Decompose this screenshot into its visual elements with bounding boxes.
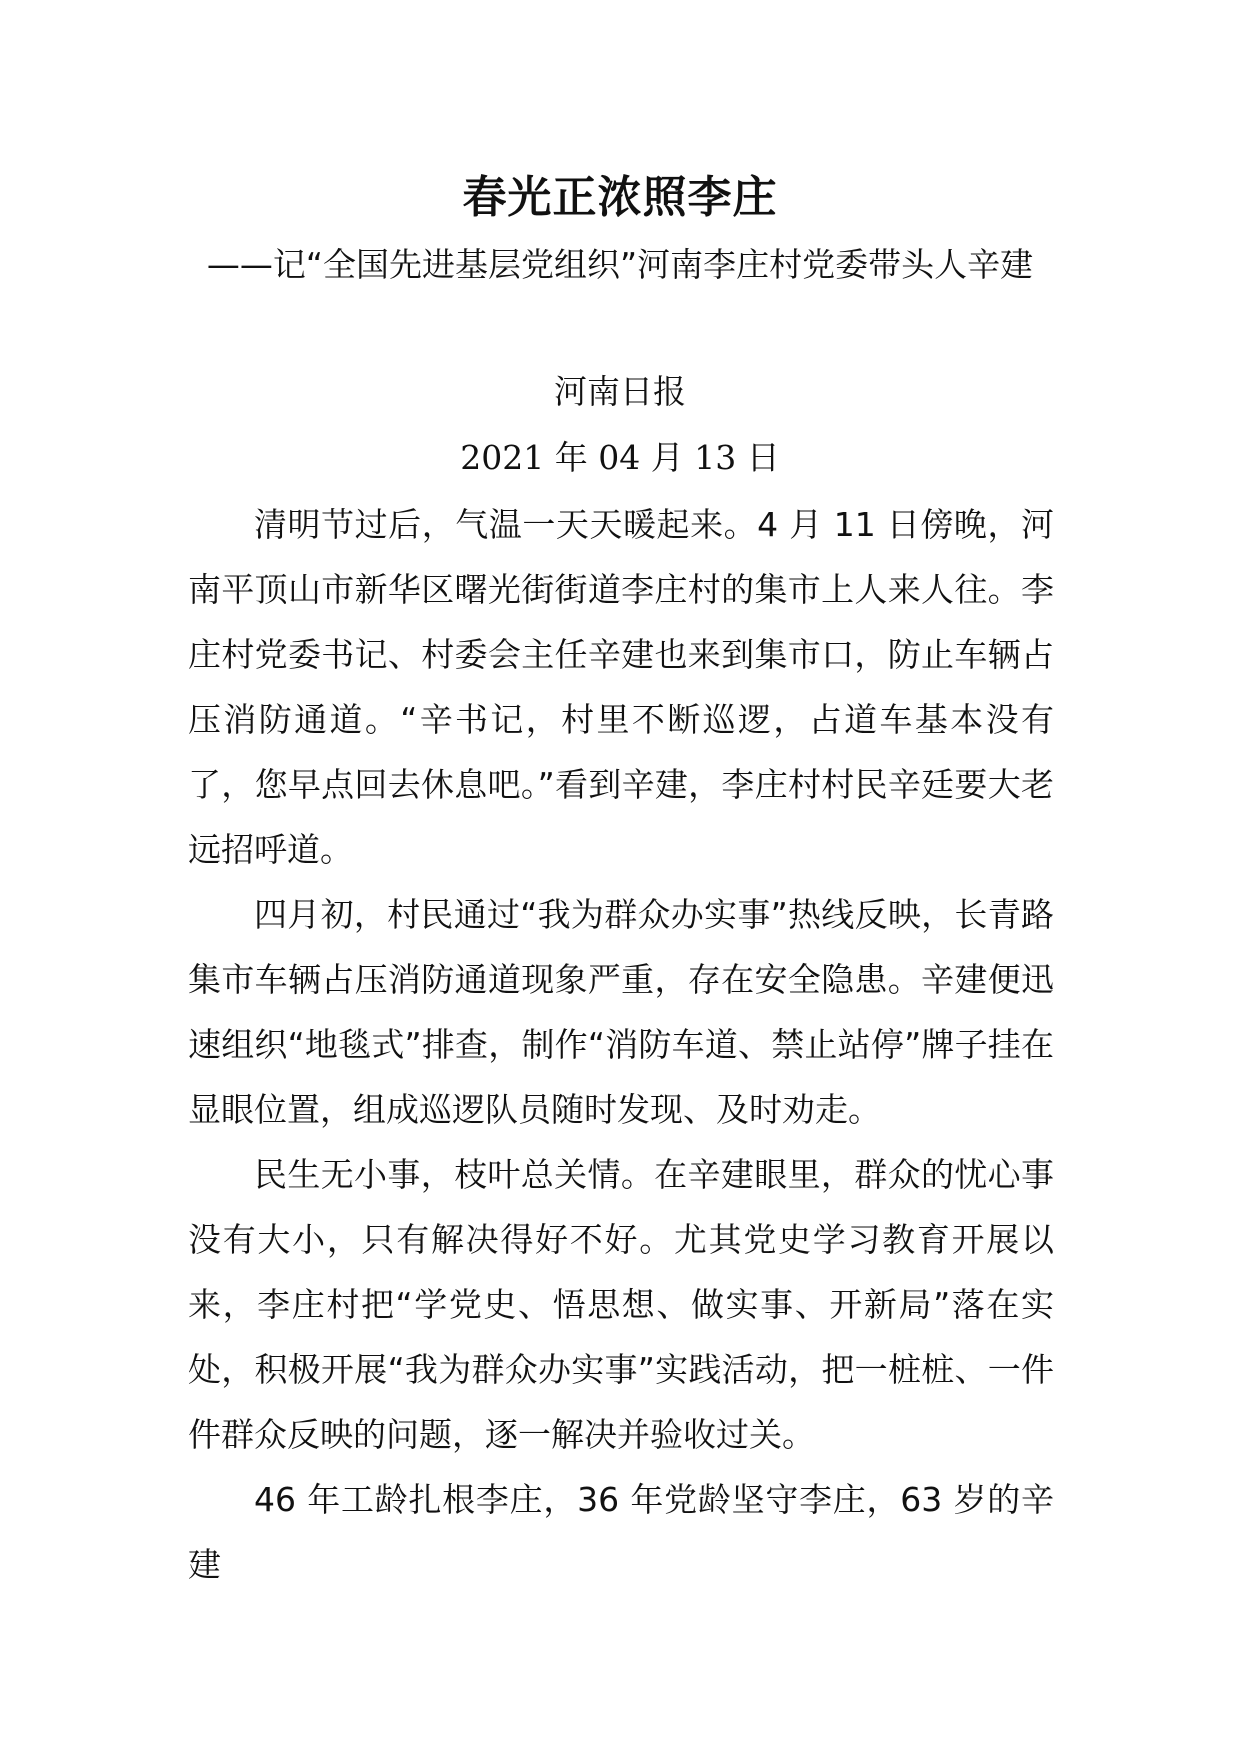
article-title: 春光正浓照李庄 — [462, 172, 778, 223]
body-paragraph-2: 四月初，村民通过“我为群众办实事”热线反映，长青路集市车辆占压消防通道现象严重，存在安全隐患。辛建便迅速组织“地毯式”排查，制作“消防车道、禁止站停”牌子挂在显眼位置，组成巡逻队员随时发现、及时劝走。 — [188, 895, 1054, 1129]
body-paragraph-1: 清明节过后，气温一天天暖起来。4 月 11 日傍晚，河南平顶山市新华区曙光街街道李庄村的集市上人来人往。李庄村党委书记、村委会主任辛建也来到集市口，防止车辆占压消防通道。“辛书记，村里不断巡逻，占道车基本没有了，您早点回去休息吧。”看到辛建，李庄村村民辛廷要大老远招呼道。 — [188, 505, 1054, 869]
body-paragraph-3: 民生无小事，枝叶总关情。在辛建眼里，群众的忧心事没有大小，只有解决得好不好。尤其党史学习教育开展以来，李庄村把“学党史、悟思想、做实事、开新局”落在实处，积极开展“我为群众办实事”实践活动，把一桩桩、一件件群众反映的问题，逐一解决并验收过关。 — [188, 1155, 1054, 1454]
article-body — [188, 492, 1054, 1597]
body-paragraph-4: 46 年工龄扎根李庄，36 年党龄坚守李庄，63 岁的辛建 — [188, 1480, 1054, 1584]
article-subtitle: ——记“全国先进基层党组织”河南李庄村党委带头人辛建 — [206, 245, 1034, 284]
article-source: 河南日报 — [554, 372, 686, 411]
article-date: 2021 年 04 月 13 日 — [460, 438, 780, 477]
